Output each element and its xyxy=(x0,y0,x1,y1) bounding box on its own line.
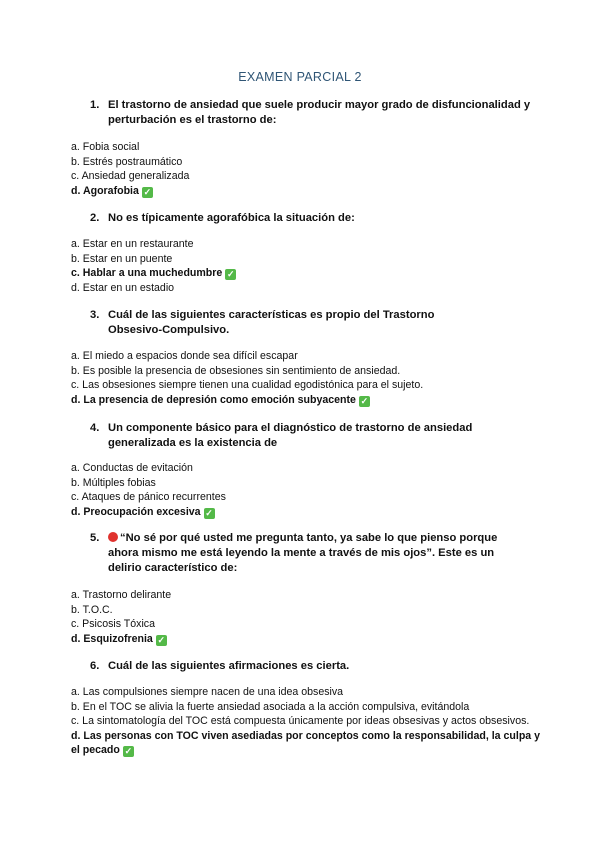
option: a. Fobia social xyxy=(71,141,140,153)
question-text: Cuál de las siguientes afirmaciones es cierta. xyxy=(108,660,350,672)
options-5 xyxy=(71,588,541,646)
option: b. En el TOC se alivia la fuerte ansiedad asociada a la acción compulsiva, evitándola xyxy=(71,700,470,713)
question-6 xyxy=(90,659,540,674)
option: c. Psicosis Tóxica xyxy=(71,618,155,631)
option: a. El miedo a espacios donde sea difícil escapar xyxy=(71,350,298,362)
question-number: 1. xyxy=(90,99,100,111)
question-text: Cuál de las siguientes características es propio del Trastorno Obsesivo-Compulsivo. xyxy=(108,309,435,336)
question-number: 6. xyxy=(90,660,100,672)
question-text: “No sé por qué usted me pregunta tanto, ya sabe lo que pienso porque ahora mismo me está leyendo la mente a través de mis ojos”. Este es un delirio característico de: xyxy=(108,532,498,574)
question-text-wrapper xyxy=(108,531,510,576)
option-correct xyxy=(71,505,541,520)
options-2 xyxy=(71,237,541,295)
check-mark-icon: ✓ xyxy=(360,395,369,406)
check-mark-icon: ✓ xyxy=(157,634,166,645)
page-title: EXAMEN PARCIAL 2 xyxy=(238,70,362,84)
option-correct xyxy=(71,266,541,281)
option: c. Ansiedad generalizada xyxy=(71,170,190,183)
question-text: Un componente básico para el diagnóstico de trastorno de ansiedad generalizada es la existencia de xyxy=(108,422,473,449)
option: c. La sintomatología del TOC está compuesta únicamente por ideas obsesivas y actos obsesivos. xyxy=(71,715,530,728)
options-4 xyxy=(71,461,541,519)
option: a. Estar en un restaurante xyxy=(71,238,194,250)
option-text: c. Hablar a una muchedumbre xyxy=(71,267,223,280)
question-text: El trastorno de ansiedad que suele producir mayor grado de disfuncionalidad y perturbación es el trastorno de: xyxy=(108,99,531,126)
option-text: d. La presencia de depresión como emoción subyacente xyxy=(71,393,356,406)
option-text: d. Preocupación excesiva xyxy=(71,505,201,518)
option-correct xyxy=(71,184,541,199)
option-correct xyxy=(71,632,541,647)
option-text: d. Agorafobia xyxy=(71,184,139,197)
check-mark-icon: ✓ xyxy=(143,186,152,197)
option: b. Es posible la presencia de obsesiones sin sentimiento de ansiedad. xyxy=(71,364,401,377)
option: a. Trastorno delirante xyxy=(71,589,172,601)
option-correct xyxy=(71,729,541,758)
option-text: d. Las personas con TOC viven asediadas por conceptos como la responsabilidad, la culpa y el pecado xyxy=(71,729,541,757)
option: b. Estrés postraumático xyxy=(71,155,183,168)
question-number: 5. xyxy=(90,532,100,544)
question-number: 4. xyxy=(90,422,100,434)
option: b. Múltiples fobias xyxy=(71,476,156,489)
option: a. Las compulsiones siempre nacen de una idea obsesiva xyxy=(71,686,344,698)
red-circle-icon xyxy=(108,532,118,542)
check-mark-icon: ✓ xyxy=(124,746,133,757)
option: c. Las obsesiones siempre tienen una cualidad egodistónica para el sujeto. xyxy=(71,379,424,392)
option: a. Conductas de evitación xyxy=(71,462,193,474)
option-text: d. Esquizofrenia xyxy=(71,632,153,645)
check-mark-icon: ✓ xyxy=(227,269,235,280)
question-5 xyxy=(90,531,510,576)
option: d. Estar en un estadio xyxy=(71,281,175,294)
option: b. T.O.C. xyxy=(71,603,113,616)
question-3 xyxy=(90,308,450,338)
question-number: 2. xyxy=(90,212,100,224)
option-correct xyxy=(71,393,541,408)
option: b. Estar en un puente xyxy=(71,252,173,265)
option: c. Ataques de pánico recurrentes xyxy=(71,491,226,504)
options-6 xyxy=(71,685,541,758)
question-4 xyxy=(90,421,490,451)
options-1 xyxy=(71,140,541,198)
check-mark-icon: ✓ xyxy=(205,507,213,518)
question-1 xyxy=(90,98,540,128)
question-number: 3. xyxy=(90,309,100,321)
question-2 xyxy=(90,211,540,226)
options-3 xyxy=(71,349,541,407)
question-text: No es típicamente agorafóbica la situación de: xyxy=(108,212,355,224)
